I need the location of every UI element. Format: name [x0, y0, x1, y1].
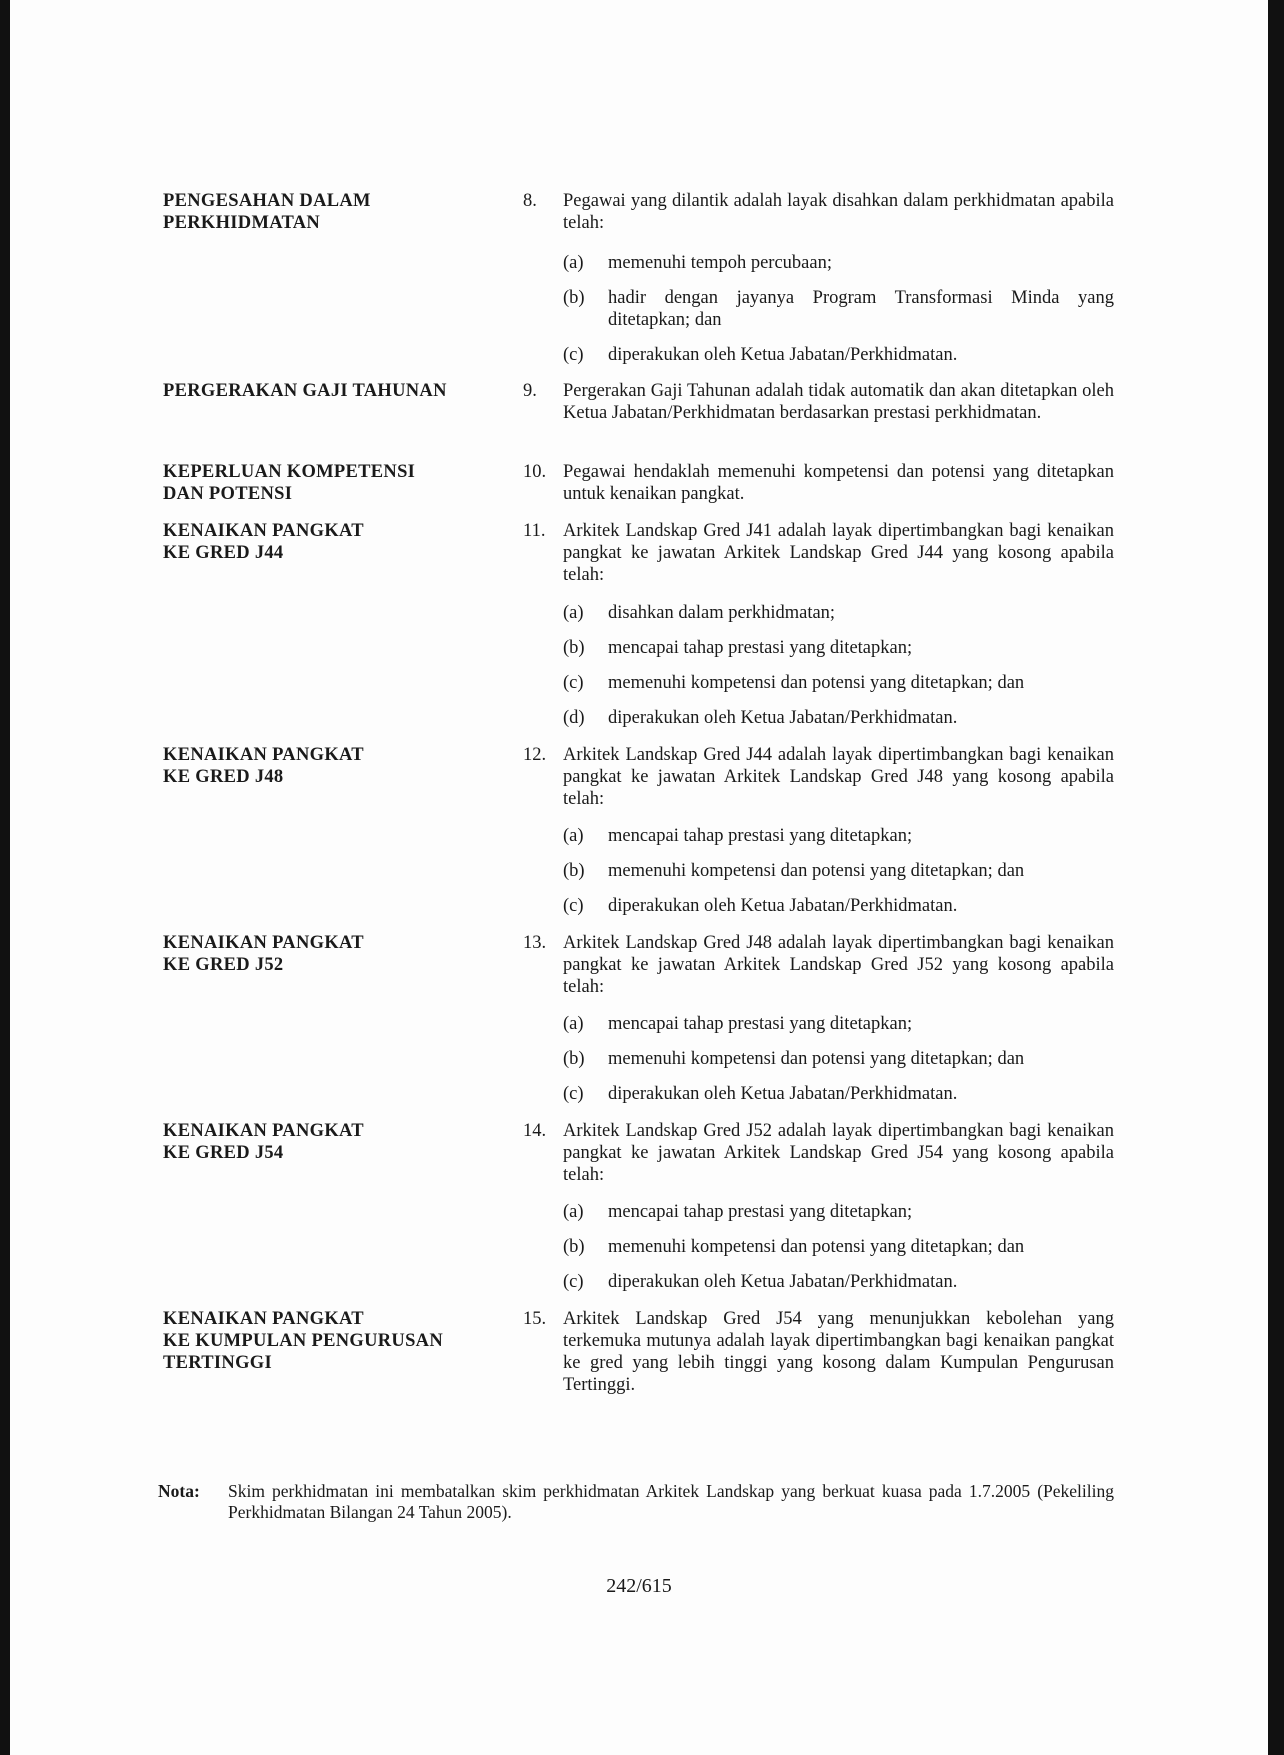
section-heading-line: KE GRED J48	[163, 767, 284, 787]
sub-item-text: memenuhi kompetensi dan potensi yang ditetapkan; dan	[608, 673, 1025, 693]
sub-item-label: (a)	[563, 253, 584, 273]
sub-item-text: disahkan dalam perkhidmatan;	[608, 603, 836, 623]
section-text: Arkitek Landskap Gred J52 adalah layak dipertimbangkan bagi kenaikan pangkat ke jawatan Arkitek Landskap Gred J54 yang kosong apabila telah:	[563, 1121, 1114, 1185]
sub-item-text: memenuhi kompetensi dan potensi yang ditetapkan; dan	[608, 1049, 1025, 1069]
sub-item-label: (c)	[563, 1272, 584, 1292]
section-text: Arkitek Landskap Gred J48 adalah layak dipertimbangkan bagi kenaikan pangkat ke jawatan Arkitek Landskap Gred J52 yang kosong apabila telah:	[563, 933, 1114, 997]
sub-item-text: mencapai tahap prestasi yang ditetapkan;	[608, 638, 913, 658]
sub-item-text: memenuhi kompetensi dan potensi yang ditetapkan; dan	[608, 1237, 1025, 1257]
section-heading-line: TERTINGGI	[163, 1353, 272, 1373]
sub-item-text: memenuhi kompetensi dan potensi yang ditetapkan; dan	[608, 861, 1025, 881]
section-text: Pergerakan Gaji Tahunan adalah tidak automatik dan akan ditetapkan oleh Ketua Jabatan/Perkhidmatan berdasarkan prestasi perkhidmatan.	[563, 381, 1114, 423]
section-heading-line: KE KUMPULAN PENGURUSAN	[163, 1331, 443, 1351]
section-text: Arkitek Landskap Gred J54 yang menunjukkan kebolehan yang terkemuka mutunya adalah layak dipertimbangkan bagi kenaikan pangkat ke gred yang lebih tinggi yang kosong dalam Kumpulan Pengurusan Tertinggi.	[563, 1309, 1114, 1395]
section-heading	[163, 932, 483, 976]
section-number: 15.	[523, 1309, 547, 1329]
sub-item-label: (b)	[563, 288, 585, 308]
section-number: 8.	[523, 191, 537, 211]
sub-item-text: diperakukan oleh Ketua Jabatan/Perkhidmatan.	[608, 345, 958, 365]
sub-item-text: hadir dengan jayanya Program Transformasi Minda yang ditetapkan; dan	[608, 288, 1114, 330]
sub-item-label: (d)	[563, 708, 585, 728]
section-heading	[163, 1308, 483, 1374]
section-heading-line: KENAIKAN PANGKAT	[163, 1309, 364, 1329]
section-heading	[163, 1120, 483, 1164]
section-heading-line: KEPERLUAN KOMPETENSI	[163, 462, 416, 482]
section-heading-line: PERGERAKAN GAJI TAHUNAN	[163, 381, 447, 401]
section-number: 14.	[523, 1121, 547, 1141]
section-heading-line: PENGESAHAN DALAM	[163, 191, 371, 211]
note-label: Nota:	[158, 1481, 200, 1501]
sub-item-text: diperakukan oleh Ketua Jabatan/Perkhidmatan.	[608, 1084, 958, 1104]
section-heading-line: KE GRED J52	[163, 955, 284, 975]
sub-item-label: (a)	[563, 603, 584, 623]
sub-item-text: memenuhi tempoh percubaan;	[608, 253, 832, 273]
sub-item-text: diperakukan oleh Ketua Jabatan/Perkhidmatan.	[608, 708, 958, 728]
section-heading-line: KENAIKAN PANGKAT	[163, 521, 364, 541]
sub-item-text: diperakukan oleh Ketua Jabatan/Perkhidmatan.	[608, 1272, 958, 1292]
page-number: 242/615	[606, 1575, 672, 1597]
note-text: Skim perkhidmatan ini membatalkan skim perkhidmatan Arkitek Landskap yang berkuat kuasa pada 1.7.2005 (Pekeliling Perkhidmatan Bilangan 24 Tahun 2005).	[228, 1481, 1114, 1522]
section-heading-line: KENAIKAN PANGKAT	[163, 933, 364, 953]
sub-item-label: (c)	[563, 345, 584, 365]
section-text: Pegawai hendaklah memenuhi kompetensi dan potensi yang ditetapkan untuk kenaikan pangkat.	[563, 462, 1114, 504]
section-text: Arkitek Landskap Gred J44 adalah layak dipertimbangkan bagi kenaikan pangkat ke jawatan Arkitek Landskap Gred J48 yang kosong apabila telah:	[563, 745, 1114, 809]
section-heading-line: KENAIKAN PANGKAT	[163, 745, 364, 765]
section-heading-line: DAN POTENSI	[163, 484, 293, 504]
sub-item-label: (c)	[563, 1084, 584, 1104]
sub-item-text: mencapai tahap prestasi yang ditetapkan;	[608, 1014, 913, 1034]
sub-item-text: mencapai tahap prestasi yang ditetapkan;	[608, 826, 913, 846]
section-number: 10.	[523, 462, 547, 482]
section-heading	[163, 744, 483, 788]
sub-item-text: diperakukan oleh Ketua Jabatan/Perkhidmatan.	[608, 896, 958, 916]
section-text: Pegawai yang dilantik adalah layak disahkan dalam perkhidmatan apabila telah:	[563, 191, 1114, 233]
section-heading-line: KE GRED J44	[163, 543, 284, 563]
section-text: Arkitek Landskap Gred J41 adalah layak dipertimbangkan bagi kenaikan pangkat ke jawatan Arkitek Landskap Gred J44 yang kosong apabila telah:	[563, 521, 1114, 585]
section-heading	[163, 461, 483, 505]
section-heading	[163, 380, 483, 402]
document-page	[10, 0, 1268, 1755]
sub-item-label: (b)	[563, 1237, 585, 1257]
sub-item-label: (a)	[563, 826, 584, 846]
sub-item-text: mencapai tahap prestasi yang ditetapkan;	[608, 1202, 913, 1222]
section-heading-line: KENAIKAN PANGKAT	[163, 1121, 364, 1141]
sub-item-label: (c)	[563, 673, 584, 693]
section-heading	[163, 520, 483, 564]
section-heading-line: KE GRED J54	[163, 1143, 284, 1163]
section-number: 12.	[523, 745, 547, 765]
section-number: 11.	[523, 521, 546, 541]
sub-item-label: (a)	[563, 1202, 584, 1222]
sub-item-label: (c)	[563, 896, 584, 916]
sub-item-label: (b)	[563, 638, 585, 658]
sub-item-label: (b)	[563, 861, 585, 881]
sub-item-label: (a)	[563, 1014, 584, 1034]
section-heading	[163, 190, 483, 234]
section-number: 13.	[523, 933, 547, 953]
section-heading-line: PERKHIDMATAN	[163, 213, 321, 233]
sub-item-label: (b)	[563, 1049, 585, 1069]
section-number: 9.	[523, 381, 537, 401]
